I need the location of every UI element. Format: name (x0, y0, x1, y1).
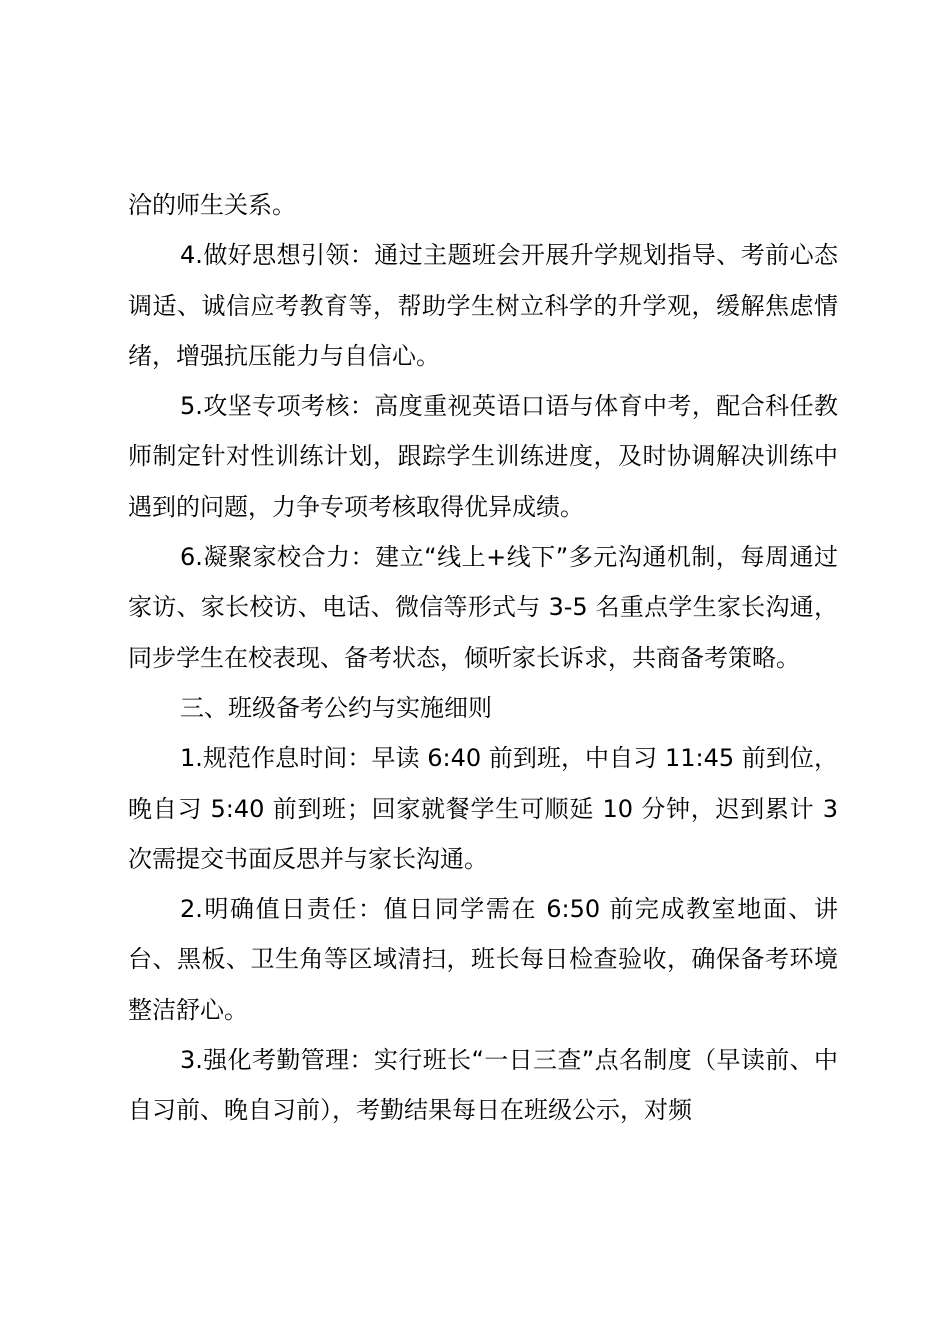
paragraph-item-6-home-school: 6.凝聚家校合力：建立“线上+线下”多元沟通机制，每周通过家访、家长校访、电话、微信等形式与 3-5 名重点学生家长沟通，同步学生在校表现、备考状态，倾听家长诉求，共商备考策略。 (128, 543, 838, 672)
paragraph-rule-3-attendance: 3.强化考勤管理：实行班长“一日三查”点名制度（早读前、中自习前、晚自习前），考勤结果每日在班级公示，对频 (128, 1046, 838, 1125)
paragraph-item-5-special-exams: 5.攻坚专项考核：高度重视英语口语与体育中考，配合科任教师制定针对性训练计划，跟踪学生训练进度，及时协调解决训练中遇到的问题，力争专项考核取得优异成绩。 (128, 392, 838, 521)
paragraph-rule-1-schedule: 1.规范作息时间：早读 6:40 前到班，中自习 11:45 前到位，晚自习 5:40 前到班；回家就餐学生可顺延 10 分钟，迟到累计 3 次需提交书面反思并与家长沟通。 (128, 744, 838, 873)
section-heading-3: 三、班级备考公约与实施细则 (180, 693, 492, 722)
paragraph-item-4-ideology: 4.做好思想引领：通过主题班会开展升学规划指导、考前心态调适、诚信应考教育等，帮助学生树立科学的升学观，缓解焦虑情绪，增强抗压能力与自信心。 (128, 241, 838, 370)
paragraph-continuation: 洽的师生关系。 (128, 191, 296, 219)
document-body (128, 180, 838, 1136)
paragraph-rule-2-duty: 2.明确值日责任：值日同学需在 6:50 前完成教室地面、讲台、黑板、卫生角等区域清扫，班长每日检查验收，确保备考环境整洁舒心。 (128, 895, 838, 1024)
